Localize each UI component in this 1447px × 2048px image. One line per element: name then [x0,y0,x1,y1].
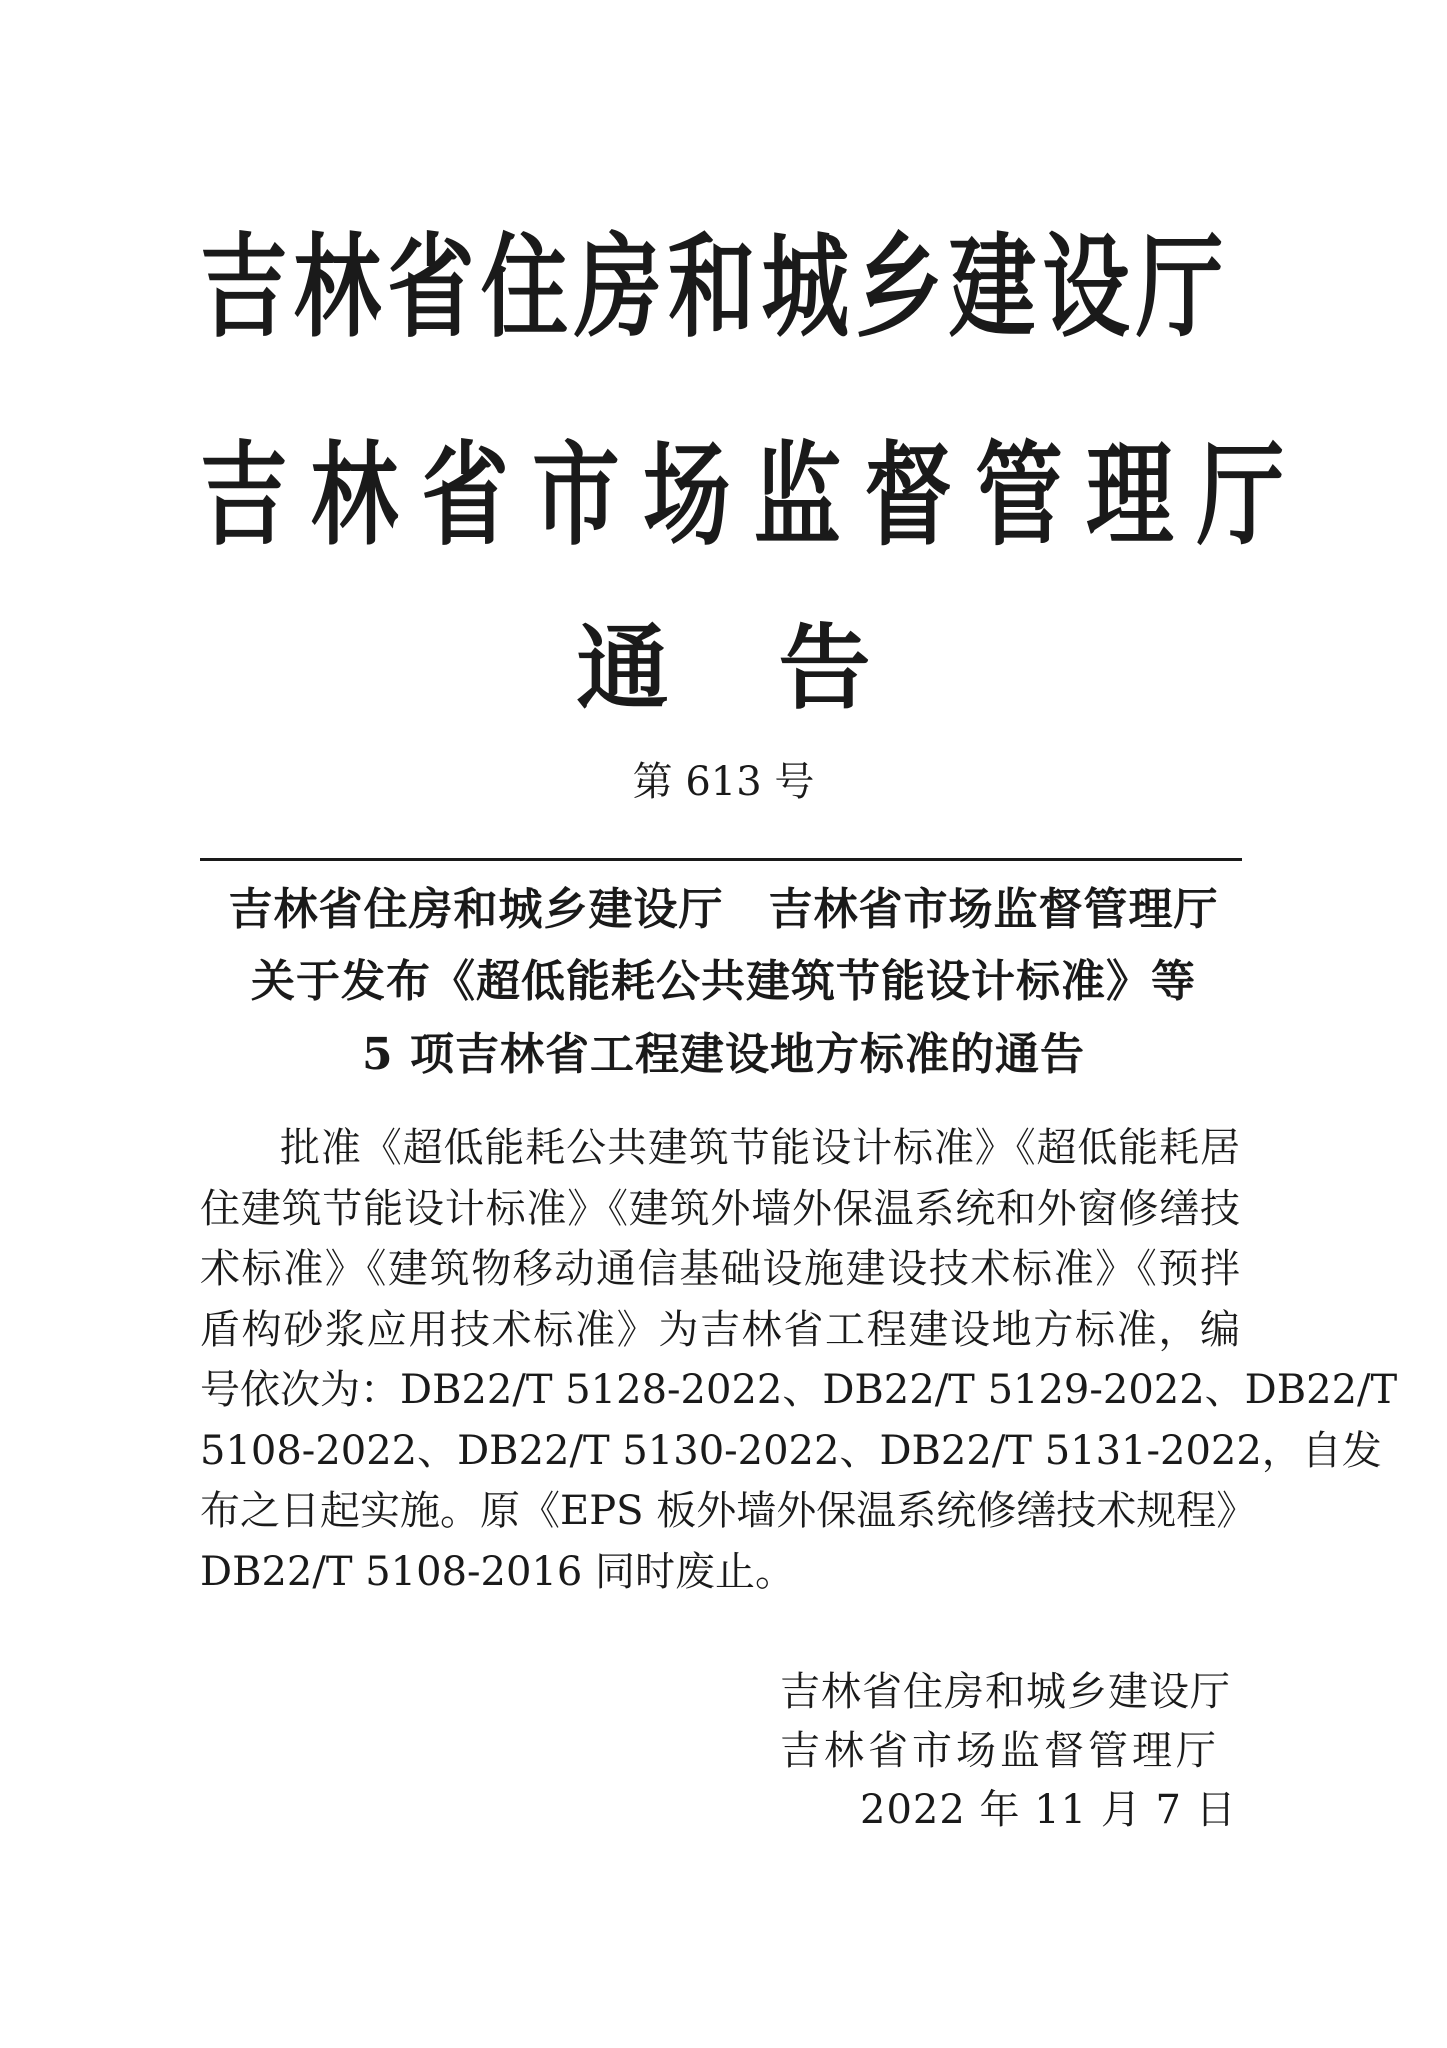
signature-org-market: 吉林省市场监督管理厅 [780,1728,1220,1774]
header-divider [200,858,1242,861]
notice-title-line-2: 关于发布《超低能耗公共建筑节能设计标准》等 [251,956,1196,1007]
body-line: 盾构砂浆应用技术标准》为吉林省工程建设地方标准，编 [200,1306,1240,1353]
signature-date: 2022 年 11 月 7 日 [860,1787,1237,1833]
body-line: 术标准》《建筑物移动通信基础设施建设技术标准》《预拌 [200,1246,1240,1292]
document-number: 第 613 号 [632,759,815,805]
body-line: DB22/T 5108-2016 同时废止。 [200,1548,796,1595]
document-type-heading: 通告 [576,614,981,722]
notice-title-line-3: 5 项吉林省工程建设地方标准的通告 [362,1029,1085,1080]
issuer-name-market: 吉林省市场监督管理厅 [200,430,1308,561]
signature-org-housing: 吉林省住房和城乡建设厅 [780,1669,1231,1715]
body-line: 号依次为：DB22/T 5128-2022、DB22/T 5129-2022、DB22/T [200,1367,1398,1413]
issuer-name-housing: 吉林省住房和城乡建设厅 [200,222,1230,353]
body-line: 布之日起实施。原《EPS 板外墙外保温系统修缮技术规程》 [200,1488,1257,1534]
body-line: 批准《超低能耗公共建筑节能设计标准》《超低能耗居 [280,1125,1240,1171]
notice-title-line-1: 吉林省住房和城乡建设厅 吉林省市场监督管理厅 [228,884,1219,935]
notice-body [200,1118,1398,1602]
body-line: 住建筑节能设计标准》《建筑外墙外保温系统和外窗修缮技 [200,1185,1240,1232]
body-line: 5108-2022、DB22/T 5130-2022、DB22/T 5131-2022，自发 [200,1427,1382,1474]
